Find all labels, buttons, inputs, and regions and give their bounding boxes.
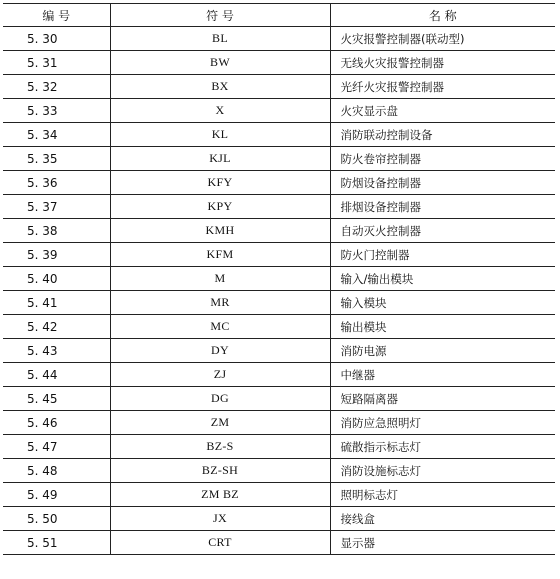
symbol-table <box>3 3 555 555</box>
cell-name: 消防电源 <box>330 339 555 363</box>
cell-symbol: KFY <box>110 171 330 195</box>
cell-number: 5. 33 <box>3 99 110 123</box>
cell-name: 光纤火灾报警控制器 <box>330 75 555 99</box>
cell-number: 5. 31 <box>3 51 110 75</box>
cell-symbol: M <box>110 267 330 291</box>
cell-name: 火灾显示盘 <box>330 99 555 123</box>
cell-number: 5. 39 <box>3 243 110 267</box>
cell-name: 显示器 <box>330 531 555 555</box>
cell-symbol: ZJ <box>110 363 330 387</box>
cell-number: 5. 43 <box>3 339 110 363</box>
table-row <box>3 387 555 411</box>
cell-symbol: BL <box>110 27 330 51</box>
cell-name: 输入/输出模块 <box>330 267 555 291</box>
cell-number: 5. 34 <box>3 123 110 147</box>
cell-number: 5. 44 <box>3 363 110 387</box>
table-row <box>3 123 555 147</box>
cell-symbol: KPY <box>110 195 330 219</box>
cell-number: 5. 49 <box>3 483 110 507</box>
table-row <box>3 315 555 339</box>
document-page <box>3 3 555 555</box>
cell-name: 无线火灾报警控制器 <box>330 51 555 75</box>
cell-symbol: MR <box>110 291 330 315</box>
cell-name: 火灾报警控制器(联动型) <box>330 27 555 51</box>
cell-number: 5. 46 <box>3 411 110 435</box>
table-row <box>3 27 555 51</box>
cell-number: 5. 35 <box>3 147 110 171</box>
table-row <box>3 51 555 75</box>
cell-number: 5. 37 <box>3 195 110 219</box>
cell-name: 自动灭火控制器 <box>330 219 555 243</box>
table-row <box>3 411 555 435</box>
table-row <box>3 339 555 363</box>
table-row <box>3 75 555 99</box>
cell-number: 5. 30 <box>3 27 110 51</box>
table-row <box>3 219 555 243</box>
cell-number: 5. 45 <box>3 387 110 411</box>
cell-symbol: KFM <box>110 243 330 267</box>
table-header <box>3 4 555 27</box>
cell-symbol: BZ-S <box>110 435 330 459</box>
cell-symbol: X <box>110 99 330 123</box>
cell-symbol: CRT <box>110 531 330 555</box>
table-row <box>3 459 555 483</box>
cell-number: 5. 50 <box>3 507 110 531</box>
column-header-symbol: 符 号 <box>110 4 330 27</box>
header-row <box>3 4 555 27</box>
cell-number: 5. 48 <box>3 459 110 483</box>
table-row <box>3 243 555 267</box>
cell-name: 接线盒 <box>330 507 555 531</box>
table-row <box>3 267 555 291</box>
column-header-number: 编 号 <box>3 4 110 27</box>
cell-symbol: BZ-SH <box>110 459 330 483</box>
cell-symbol: BW <box>110 51 330 75</box>
table-row <box>3 435 555 459</box>
cell-symbol: DY <box>110 339 330 363</box>
cell-symbol: KL <box>110 123 330 147</box>
cell-symbol: MC <box>110 315 330 339</box>
cell-name: 硫散指示标志灯 <box>330 435 555 459</box>
cell-name: 中继器 <box>330 363 555 387</box>
cell-number: 5. 42 <box>3 315 110 339</box>
cell-symbol: KMH <box>110 219 330 243</box>
cell-number: 5. 47 <box>3 435 110 459</box>
cell-name: 防烟设备控制器 <box>330 171 555 195</box>
cell-number: 5. 32 <box>3 75 110 99</box>
column-header-name: 名 称 <box>330 4 555 27</box>
cell-number: 5. 40 <box>3 267 110 291</box>
table-body <box>3 27 555 555</box>
cell-symbol: ZM BZ <box>110 483 330 507</box>
table-row <box>3 195 555 219</box>
cell-symbol: BX <box>110 75 330 99</box>
table-row <box>3 507 555 531</box>
cell-name: 消防设施标志灯 <box>330 459 555 483</box>
cell-name: 短路隔离器 <box>330 387 555 411</box>
cell-symbol: ZM <box>110 411 330 435</box>
table-row <box>3 99 555 123</box>
cell-name: 消防联动控制设备 <box>330 123 555 147</box>
cell-number: 5. 41 <box>3 291 110 315</box>
table-row <box>3 363 555 387</box>
cell-number: 5. 36 <box>3 171 110 195</box>
cell-symbol: KJL <box>110 147 330 171</box>
table-row <box>3 147 555 171</box>
cell-name: 消防应急照明灯 <box>330 411 555 435</box>
table-row <box>3 531 555 555</box>
cell-name: 防火卷帘控制器 <box>330 147 555 171</box>
cell-name: 排烟设备控制器 <box>330 195 555 219</box>
cell-symbol: JX <box>110 507 330 531</box>
table-row <box>3 171 555 195</box>
table-row <box>3 291 555 315</box>
table-row <box>3 483 555 507</box>
cell-number: 5. 51 <box>3 531 110 555</box>
cell-name: 照明标志灯 <box>330 483 555 507</box>
cell-symbol: DG <box>110 387 330 411</box>
cell-name: 输出模块 <box>330 315 555 339</box>
cell-name: 防火门控制器 <box>330 243 555 267</box>
cell-name: 输入模块 <box>330 291 555 315</box>
cell-number: 5. 38 <box>3 219 110 243</box>
